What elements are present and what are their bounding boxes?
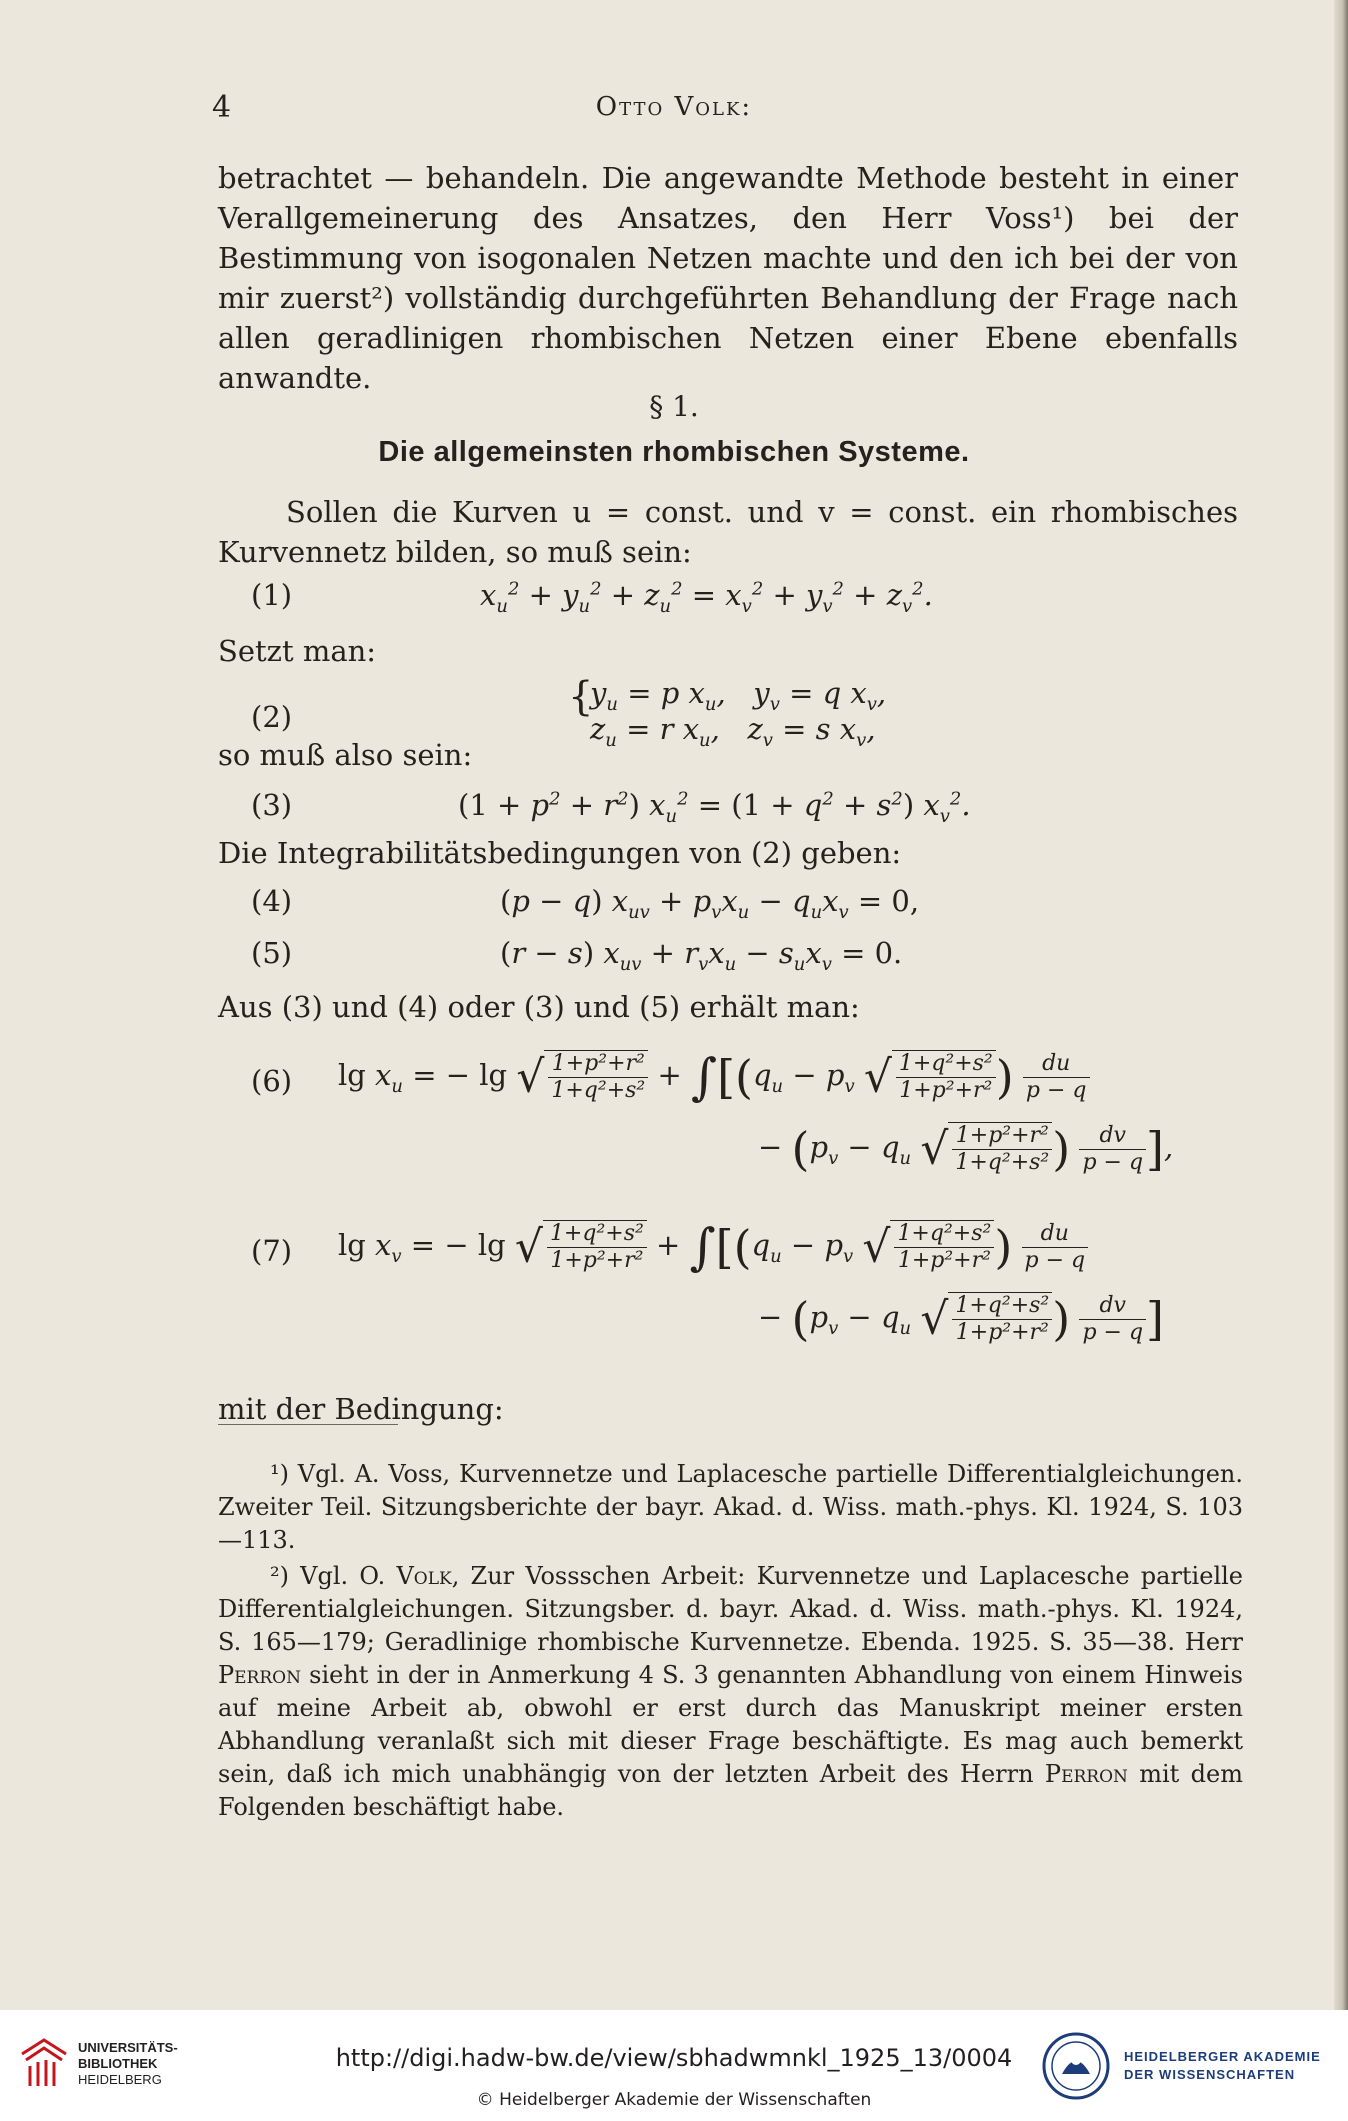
footnote-2-text: ²) Vgl. O. Volk, Zur Vossschen Arbeit: Kurvennetze und Laplacesche partielle Differentialgleichungen. Sitzungsber. d. bayr. Akad. d. Wiss. math.-phys. Kl. 1924, S. 165—179; Geradlinige rhombische Kurvennetze. Ebenda. 1925. S. 35—38. Herr Perron sieht in der in Anmerkung 4 S. 3 genannten Abhandlung von einem Hinweis auf meine Arbeit ab, obwohl er erst durch das Manuskript meiner ersten Abhandlung veranlaßt sich mit dieser Frage beschäftigte. Es mag auch bemerkt sein, daß ich mich unabhängig von der letzten Arbeit des Herrn Perron mit dem Folgenden beschäftigt habe. — [218, 1562, 1243, 1821]
section-number: § 1. — [649, 390, 699, 423]
equation-5 — [218, 936, 1238, 976]
running-head: Otto Volk: — [595, 92, 753, 122]
footnote-1-text: ¹) Vgl. A. Voss, Kurvennetze und Laplacesche partielle Differentialgleichungen. Zweiter Teil. Sitzungsberichte der bayr. Akad. d. Wiss. math.-phys. Kl. 1924, S. 103—113. — [218, 1460, 1243, 1554]
lead-so-muss: so muß also sein: — [218, 738, 473, 772]
equation-body-row1: $\lg x_v$ = − lg √ $\frac{\text{1+q²+s²}}{\text{1+p²+r²}}$ + $\int[(q_u - p_v$ √ $\frac{\text{1+q²+s²}}{\text{1+p²+r²}}$ ) $\frac{du}{p - q}$ — [338, 1218, 1088, 1276]
equation-body-row2: $z_u = r$ $x_u$, $z_v = s$ $x_v$, — [590, 712, 876, 751]
footnote-1 — [218, 1458, 1243, 1557]
page-edge-shadow — [1334, 0, 1348, 2010]
equation-label: (5) — [251, 936, 293, 970]
equation-label: (2) — [251, 700, 293, 734]
paragraph-1-text: Sollen die Kurven u = const. und v = const. ein rhombisches Kurvennetz bilden, so muß sein: — [218, 495, 1238, 569]
lead-aus: Aus (3) und (4) oder (3) und (5) erhält man: — [218, 990, 860, 1024]
paragraph-1 — [218, 492, 1238, 572]
intro-text: betrachtet — behandeln. Die angewandte Methode besteht in einer Verallgemeinerung des Ansatzes, den Herr Voss¹) bei der Bestimmung von isogonalen Netzen machte und den ich bei der von mir zuerst²) vollständig durchgeführten Behandlung der Frage nach allen geradlinigen rhombischen Netzen einer Ebene ebenfalls anwandte. — [218, 161, 1238, 395]
equation-body-row2: − ($p_v - q_u$ √ $\frac{\text{1+p²+r²}}{\text{1+q²+s²}}$ ) $\frac{dv}{p - q}$ ], — [758, 1122, 1174, 1176]
equation-7 — [218, 1218, 1238, 1358]
viewer-footer — [0, 2010, 1348, 2121]
equation-body-row1: $\lg x_u$ = − lg √ $\frac{\text{1+p²+r²}}{\text{1+q²+s²}}$ + $\int[(q_u - p_v$ √ $\frac{\text{1+q²+s²}}{\text{1+p²+r²}}$ ) $\frac{du}{p - q}$ — [338, 1048, 1090, 1106]
equation-3 — [218, 788, 1238, 828]
footnote-rule — [218, 1424, 398, 1425]
equation-body: $x_u^2 + y_u^2 + z_u^2 = x_v^2 + y_v^2 + z_v^2$. — [480, 578, 933, 617]
equation-body-row2: − ($p_v - q_u$ √ $\frac{\text{1+q²+s²}}{\text{1+p²+r²}}$ ) $\frac{dv}{p - q}$ ] — [758, 1292, 1164, 1346]
left-brace: { — [568, 674, 594, 720]
copyright-notice: © Heidelberger Akademie der Wissenschaften — [476, 2090, 872, 2110]
page-number: 4 — [212, 90, 232, 125]
equation-4 — [218, 884, 1238, 924]
equation-label: (6) — [251, 1064, 293, 1098]
intro-paragraph — [218, 158, 1238, 398]
permalink-url[interactable]: http://digi.hadw-bw.de/view/sbhadwmnkl_1925_13/0004 — [335, 2044, 1013, 2072]
academy-seal-icon — [1040, 2030, 1112, 2102]
section-title: Die allgemeinsten rhombischen Systeme. — [378, 436, 970, 468]
lead-integrabilitaet: Die Integrabilitätsbedingungen von (2) geben: — [218, 836, 902, 870]
equation-label: (4) — [251, 884, 293, 918]
equation-label: (1) — [251, 578, 293, 612]
academy-name: HEIDELBERGER AKADEMIE DER WISSENSCHAFTEN — [1124, 2049, 1321, 2082]
university-library-name: UNIVERSITÄTS- BIBLIOTHEK HEIDELBERG — [78, 2040, 178, 2087]
equation-label: (3) — [251, 788, 293, 822]
page-header — [0, 90, 1348, 130]
equation-body: (p − q) $x_{uv} + p_vx_u - q_ux_v = 0$, — [500, 884, 920, 923]
equation-body: (r − s) $x_{uv} + r_vx_u - s_ux_v = 0$. — [500, 936, 903, 975]
equation-body: $(1 + p^2 + r^2)$ $x_u^2 = (1 + q^2 + s^2)$ $x_v^2$. — [458, 788, 971, 827]
lead-mit-bedingung: mit der Bedingung: — [218, 1392, 504, 1426]
equation-6 — [218, 1048, 1238, 1188]
equation-body-row1: $y_u = p$ $x_u$, $y_v = q$ $x_v$, — [590, 676, 887, 715]
lead-setzt-man: Setzt man: — [218, 634, 377, 668]
equation-label: (7) — [251, 1234, 293, 1268]
footnote-2 — [218, 1560, 1243, 1824]
equation-1 — [218, 578, 1238, 618]
